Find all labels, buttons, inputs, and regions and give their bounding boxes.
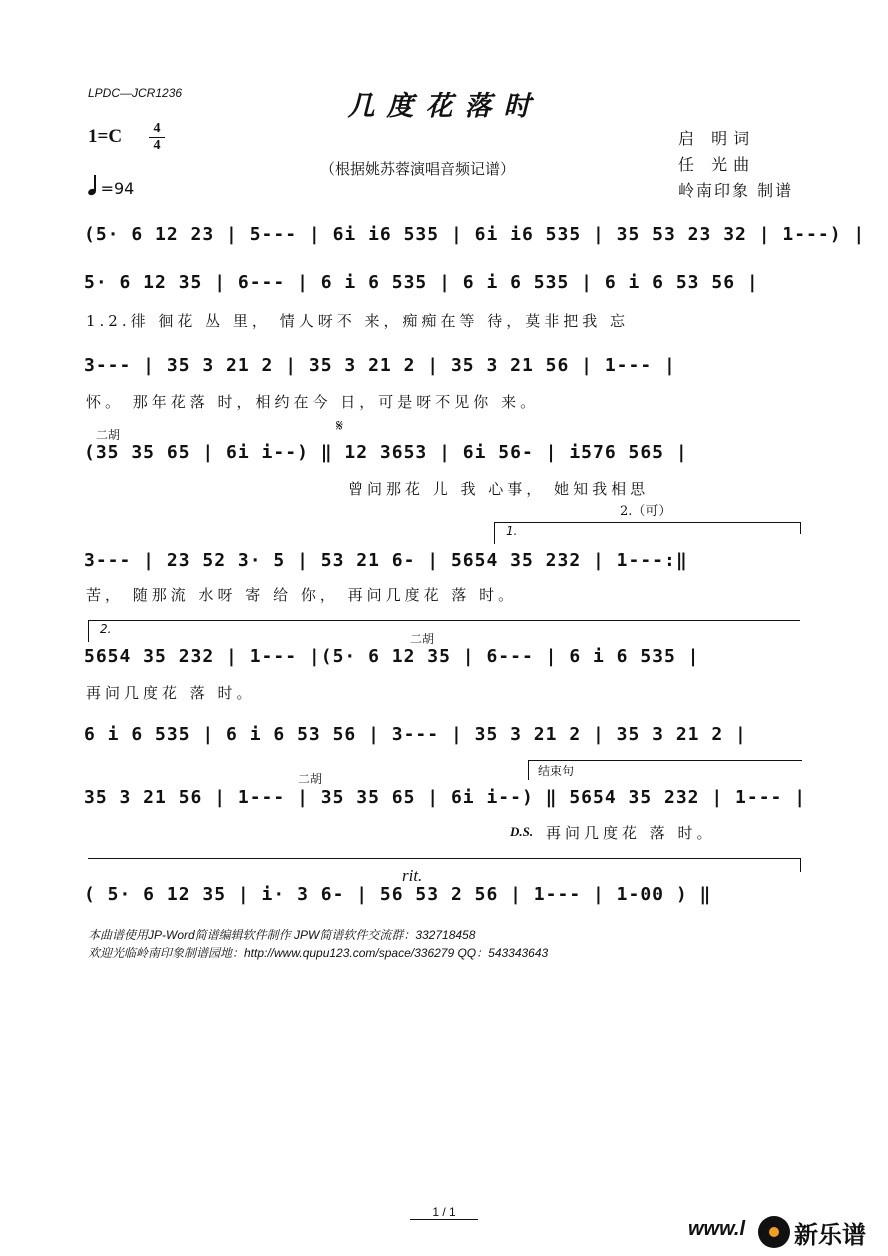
ending-phrase-label: 结束句 xyxy=(538,764,575,778)
page-title: 几度花落时 xyxy=(347,91,543,122)
erhu-label: 二胡 xyxy=(298,772,323,786)
score-code: LPDC—JCR1236 xyxy=(88,86,183,100)
record-disc-icon xyxy=(758,1216,790,1248)
score-line-5: 3--- | 23 52 3· 5 | 53 21 6- | 5654 35 232 | 1---:‖ xyxy=(84,550,688,571)
dal-segno-mark: D.S. xyxy=(510,824,534,839)
score-line-6: 5654 35 232 | 1--- |(5· 6 12 35 | 6--- | 6 i 6 535 | xyxy=(84,646,700,667)
tempo-marking xyxy=(88,178,134,198)
footer-software-note: 本曲谱使用JP-Word简谱编辑软件制作 JPW简谱软件交流群：332718458 xyxy=(88,928,476,942)
verse-two-annotation: 2.（可） xyxy=(620,504,672,519)
time-signature-top: 4 xyxy=(153,121,161,136)
time-signature xyxy=(148,122,166,153)
score-line-4: (35 35 65 | 6i i--) ‖ 12 3653 | 6i 56- | i576 565 | xyxy=(84,442,688,463)
watermark-logo-text: 新乐谱 xyxy=(794,1221,866,1249)
lyric-line-3: 怀。 那年花落 时，相约在今 日，可是呀不见你 来。 xyxy=(86,393,540,411)
lyricist-credit: 启 明词 xyxy=(678,129,756,148)
lyric-line-6: 再问几度花 落 时。 xyxy=(86,684,256,702)
subtitle: （根据姚苏蓉演唱音频记谱） xyxy=(320,160,516,178)
composer-credit: 任 光曲 xyxy=(678,155,756,174)
lyric-line-8: 再问几度花 落 时。 xyxy=(546,824,716,842)
lyric-line-5: 苦， 随那流 水呀 寄 给 你， 再问几度花 落 时。 xyxy=(86,586,518,604)
score-line-9: ( 5· 6 12 35 | i· 3 6- | 56 53 2 56 | 1--- | 1-00 ) ‖ xyxy=(84,884,712,905)
lyric-line-4: 曾问那花 儿 我 心事， 她知我相思 xyxy=(348,480,650,498)
arranger-credit: 岭南印象 制谱 xyxy=(678,181,794,200)
erhu-label: 二胡 xyxy=(410,632,435,646)
volta-1-label: 1. xyxy=(506,524,518,538)
segno-sign: 𝄋 xyxy=(336,416,343,435)
lyric-line-2: 1.2.徘 徊花 丛 里， 情人呀不 来，痴痴在等 待，莫非把我 忘 xyxy=(86,312,630,330)
ritardando-mark: rit. xyxy=(402,866,423,885)
page-number: 1 / 1 xyxy=(410,1205,478,1220)
footer-website-note: 欢迎光临岭南印象制谱园地：http://www.qupu123.com/space/336279 QQ：543343643 xyxy=(88,946,549,960)
watermark-url: www.l xyxy=(688,1218,746,1240)
score-line-2: 5· 6 12 35 | 6--- | 6 i 6 535 | 6 i 6 535 | 6 i 6 53 56 | xyxy=(84,272,759,293)
time-signature-bottom: 4 xyxy=(153,138,161,153)
tempo-value: =94 xyxy=(100,179,135,198)
volta-2-label: 2. xyxy=(100,622,112,636)
score-line-3: 3--- | 35 3 21 2 | 35 3 21 2 | 35 3 21 56 | 1--- | xyxy=(84,355,676,376)
score-line-1: (5· 6 12 23 | 5--- | 6i i6 535 | 6i i6 535 | 35 53 23 32 | 1---) | xyxy=(84,224,866,245)
erhu-label: 二胡 xyxy=(96,428,121,442)
key-signature: 1=C xyxy=(88,126,123,147)
score-line-7: 6 i 6 535 | 6 i 6 53 56 | 3--- | 35 3 21 2 | 35 3 21 2 | xyxy=(84,724,747,745)
score-line-8: 35 3 21 56 | 1--- | 35 35 65 | 6i i--) ‖ 5654 35 232 | 1--- | xyxy=(84,787,807,808)
